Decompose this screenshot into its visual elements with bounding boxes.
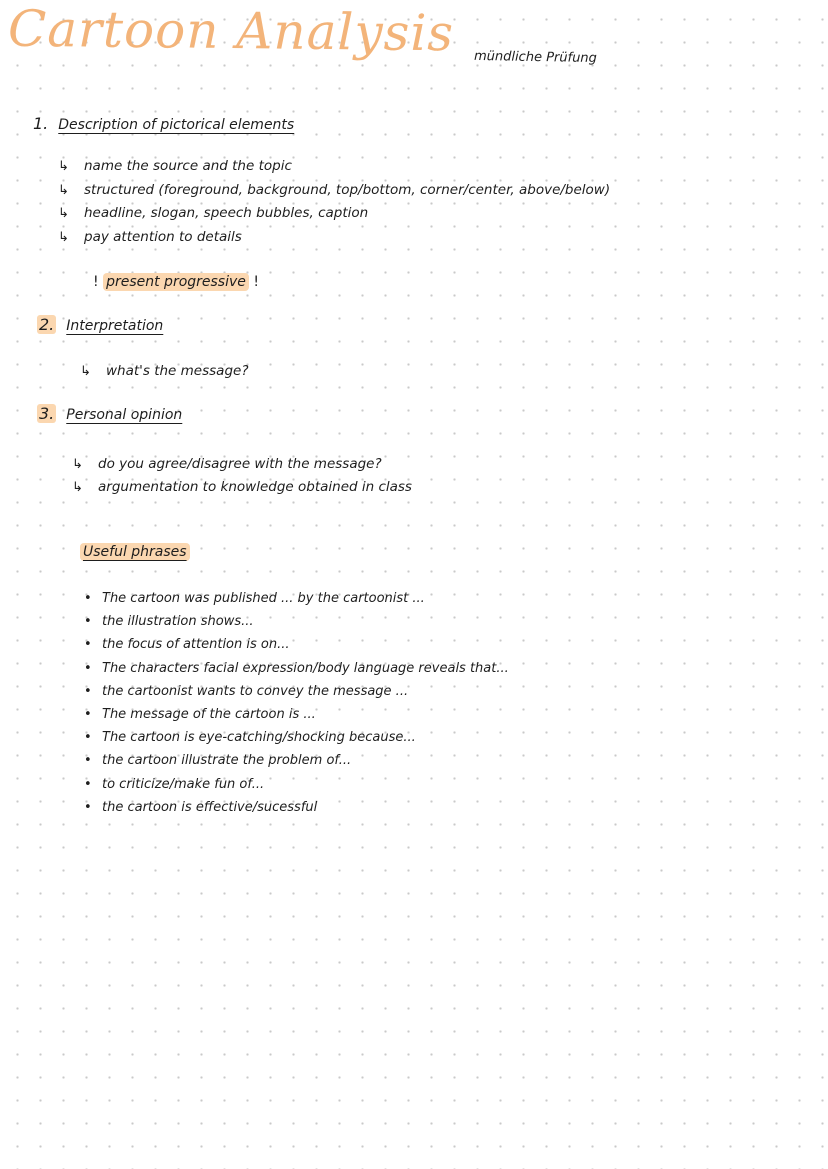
- section-1-item: [58, 229, 242, 245]
- list-item: [84, 703, 509, 726]
- bullet-icon: •: [84, 637, 92, 653]
- phrases-list: [84, 587, 509, 819]
- phrases-heading-text: Useful phrases: [80, 543, 190, 561]
- bullet-icon: •: [84, 706, 92, 722]
- list-item: [84, 633, 509, 656]
- arrow-icon: ↳: [58, 230, 69, 245]
- section-1-number: 1.: [33, 114, 49, 133]
- section-3-item-text: do you agree/disagree with the message?: [98, 456, 382, 472]
- phrase-text: The cartoon was published ... by the cartoonist ...: [102, 591, 425, 606]
- arrow-icon: ↳: [80, 364, 91, 379]
- list-item: [84, 587, 509, 610]
- section-3-item: [72, 456, 382, 472]
- bullet-icon: •: [84, 614, 92, 630]
- phrase-text: the focus of attention is on...: [102, 637, 290, 653]
- arrow-icon: ↳: [72, 457, 83, 472]
- phrase-text: The cartoon is eye-catching/shocking because...: [102, 730, 416, 746]
- list-item: [84, 726, 509, 749]
- grammar-note: [93, 274, 259, 290]
- list-item: [84, 657, 509, 680]
- section-1-item-text: structured (foreground, background, top/bottom, corner/center, above/below): [84, 182, 611, 198]
- section-1-title: Description of pictorical elements: [58, 117, 295, 133]
- phrase-text: the cartoon illustrate the problem of...: [102, 753, 352, 769]
- section-3-title: Personal opinion: [66, 407, 183, 423]
- section-1-item-text: pay attention to details: [84, 229, 242, 245]
- list-item: [84, 796, 509, 819]
- bullet-icon: •: [84, 683, 92, 699]
- section-1-item-text: headline, slogan, speech bubbles, caption: [84, 205, 369, 221]
- grammar-note-text: present progressive: [103, 273, 249, 291]
- bullet-icon: •: [84, 730, 92, 746]
- section-2-title: Interpretation: [66, 318, 164, 334]
- phrase-text: to criticize/make fun of...: [102, 776, 265, 792]
- section-2-number: 2.: [39, 315, 55, 334]
- arrow-icon: ↳: [58, 206, 69, 221]
- section-2-heading: [37, 315, 163, 334]
- section-1-item: [58, 182, 610, 198]
- bullet-icon: •: [84, 591, 92, 606]
- list-item: [84, 610, 509, 633]
- section-3-item-text: argumentation to knowledge obtained in class: [98, 479, 412, 495]
- section-1-item-text: name the source and the topic: [84, 158, 292, 174]
- phrases-heading: [80, 544, 190, 560]
- bullet-icon: •: [84, 753, 92, 769]
- list-item: [84, 680, 509, 703]
- page-title: Cartoon Analysis: [7, 0, 455, 63]
- arrow-icon: ↳: [58, 159, 69, 174]
- arrow-icon: ↳: [72, 480, 83, 495]
- section-2-item: [80, 363, 248, 379]
- bullet-icon: •: [84, 776, 92, 792]
- list-item: [84, 773, 509, 796]
- phrase-text: the cartoon is effective/sucessful: [102, 799, 318, 815]
- exclamation-mark: !: [93, 274, 99, 290]
- section-3-number: 3.: [39, 404, 55, 423]
- exclamation-mark: !: [253, 274, 259, 290]
- phrase-text: the cartoonist wants to convey the message ...: [102, 683, 409, 699]
- section-1-item: [58, 158, 292, 174]
- page-subtitle: mündliche Prüfung: [473, 48, 597, 67]
- phrase-text: The message of the cartoon is ...: [102, 706, 316, 722]
- section-1-heading: [33, 114, 294, 133]
- section-1-item: [58, 205, 368, 221]
- phrase-text: the illustration shows...: [102, 614, 254, 630]
- section-3-heading: [37, 404, 182, 423]
- phrase-text: The characters facial expression/body language reveals that...: [102, 660, 509, 676]
- section-2-item-text: what's the message?: [106, 363, 249, 379]
- list-item: [84, 749, 509, 772]
- section-3-item: [72, 479, 412, 495]
- arrow-icon: ↳: [58, 183, 69, 198]
- bullet-icon: •: [84, 799, 92, 815]
- bullet-icon: •: [84, 660, 92, 676]
